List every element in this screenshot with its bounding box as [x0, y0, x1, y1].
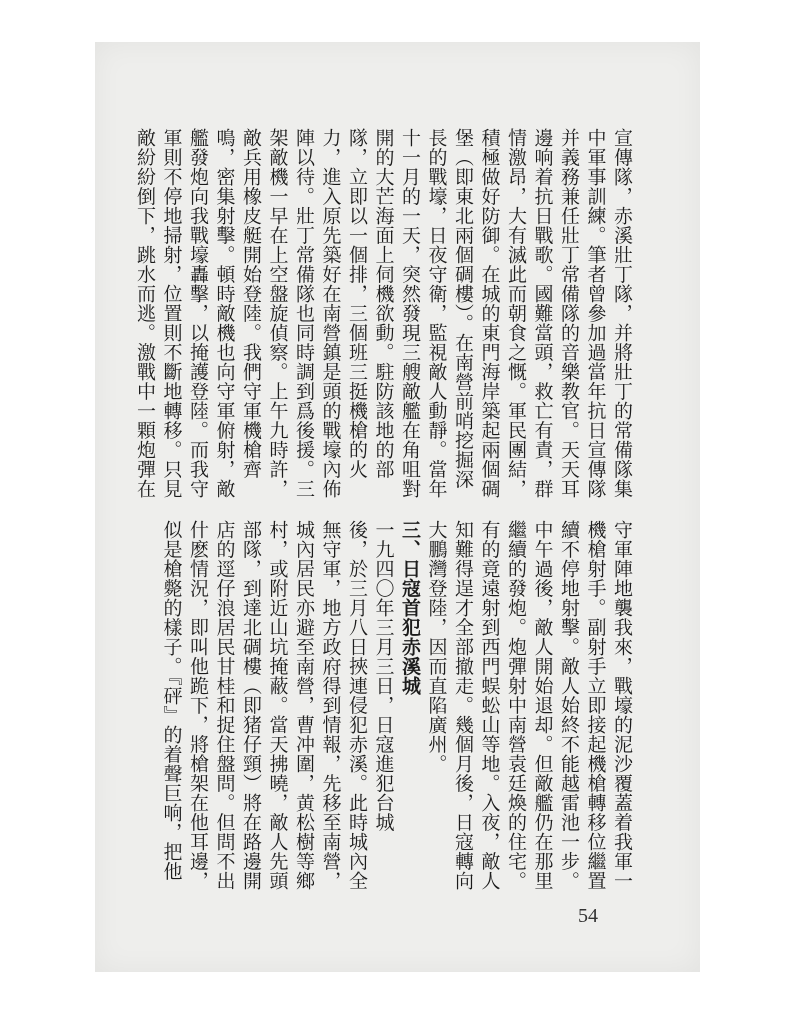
text-column: 店的逕仔浪居民甘桂和捉住盤問。但問不出 — [213, 520, 236, 891]
text-column: 城內居民亦避至南營，曹冲圍，黄松樹等鄉 — [293, 520, 315, 891]
text-column: 後，於三月八日挾連侵犯赤溪。此時城內全 — [346, 520, 368, 891]
text-column: 并義務兼任壯丁常備隊的音樂教官。天天耳 — [558, 128, 580, 499]
text-column: 架敵機一早在上空盤旋偵察。上午九時許， — [266, 128, 289, 499]
text-column: 中午過後，敵人開始退却。但敵艦仍在那里 — [531, 520, 554, 891]
text-column: 十一月的一天，突然發現三艘敵艦在角咀對 — [399, 128, 421, 499]
text-column: 大鵬灣登陸，因而直陷廣州。 — [425, 520, 448, 774]
text-column: 中軍事訓練。筆者曾參加過當年抗日宣傳隊 — [584, 128, 607, 499]
text-column: 無守軍，地方政府得到情報，先移至南營， — [319, 520, 342, 891]
text-column: 村，或附近山坑掩蔽。當天拂曉，敵人先頭 — [266, 520, 289, 891]
text-column: 敵兵用橡皮艇開始登陸。我們守軍機槍齊 — [240, 128, 262, 479]
text-column: 軍則不停地掃射，位置則不斷地轉移。只見 — [160, 128, 183, 499]
text-column: 情激昂，大有滅此而朝食之慨。軍民團結， — [505, 128, 527, 499]
text-column: 長的戰壕，日夜守衛，監視敵人動靜。當年 — [425, 128, 448, 499]
text-column: 力，進入原先築好在南營鎮是頭的戰壕內佈 — [319, 128, 342, 499]
text-column: 敵紛紛倒下，跳水而逃。激戰中一顆炮彈在 — [134, 128, 156, 499]
text-column: 積極做好防御。在城的東門海岸築起兩個碉 — [478, 128, 501, 499]
text-column: 有的竟遠射到西門蜈蚣山等地。入夜，敵人 — [478, 520, 501, 891]
page-number: 54 — [578, 905, 598, 927]
text-column: 宣傳隊，赤溪壯丁隊，并將壯丁的常備隊集 — [611, 128, 633, 499]
lower-text-block — [158, 520, 635, 895]
text-column: 機槍射手。副射手立即接起機槍轉移位繼置 — [584, 520, 607, 891]
text-column: 邊响着抗日戰歌。國難當頭，救亡有責，群 — [531, 128, 554, 499]
section-heading: 三、日寇首犯赤溪城 — [399, 520, 421, 696]
text-column: 一九四〇年三月三日，日寇進犯台城 — [372, 520, 395, 832]
text-column: 繼續的發炮。炮彈射中南營袁廷煥的住宅。 — [505, 520, 527, 891]
text-column: 鳴，密集射擊。頓時敵機也向守軍俯射，敵 — [213, 128, 236, 499]
text-column: 似是槍斃的樣子。『砰』的着聲巨响，把他 — [160, 520, 183, 881]
text-column: 堡（即東北兩個碉樓）。在南營前哨挖掘深 — [452, 128, 474, 489]
text-column: 陣以待。壯丁常備隊也同時調到爲後援。三 — [293, 128, 315, 499]
text-column: 守軍陣地襲我來，戰壕的泥沙覆蓋着我軍一 — [611, 520, 633, 891]
upper-text-block — [132, 128, 636, 503]
text-column: 隊，立即以一個排，三個班三挺機槍的火 — [346, 128, 368, 479]
text-column: 部隊，到達北碉樓（即猪仔頸）將在路邊開 — [240, 520, 262, 891]
text-column: 什麽情況，即叫他跪下，將槍架在他耳邊， — [187, 520, 209, 891]
text-column: 知難得逞才全部撤走。幾個月後，日寇轉向 — [452, 520, 474, 891]
text-column: 艦發炮向我戰壕轟擊，以掩護登陸。而我守 — [187, 128, 209, 499]
text-column: 開的大芒海面上伺機欲動。駐防該地的部 — [372, 128, 395, 479]
text-column: 續不停地射擊。敵人始終不能越雷池一步。 — [558, 520, 580, 891]
